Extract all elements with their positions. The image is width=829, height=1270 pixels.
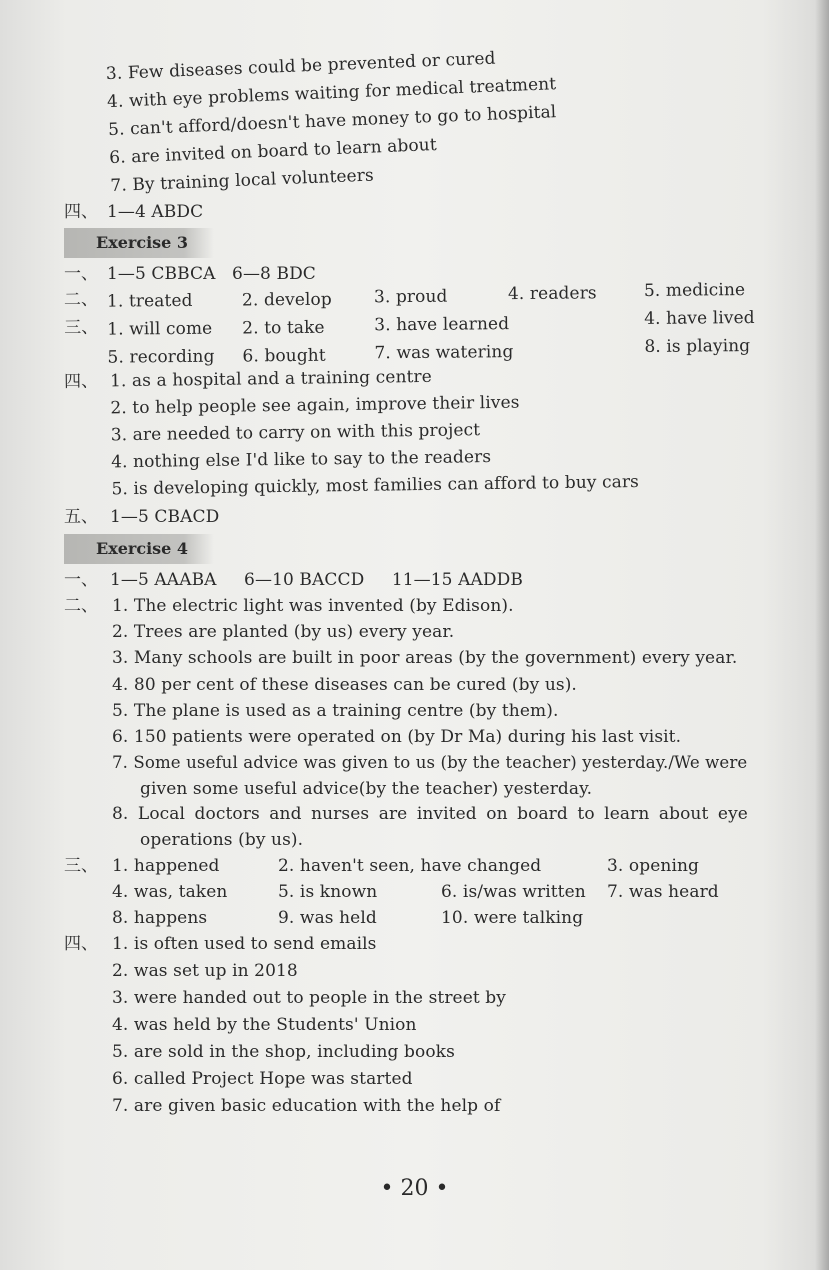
table-cell: 10. were talking: [441, 908, 584, 928]
table-cell: 2. to take: [242, 317, 325, 339]
list-item: 3. Few diseases could be prevented or cured: [105, 48, 496, 85]
list-item: 3. are needed to carry on with this project: [110, 420, 481, 446]
exercise-title: Exercise 3: [96, 233, 189, 252]
list-item: 5. are sold in the shop, including books: [112, 1042, 455, 1062]
list-item: 4. 80 per cent of these diseases can be cured (by us).: [112, 675, 577, 695]
part-label: 二、: [63, 289, 99, 310]
list-item: 5. can't afford/doesn't have money to go to hospital: [107, 102, 557, 141]
list-item: 1. The electric light was invented (by Edison).: [112, 596, 514, 616]
part-label: 三、: [64, 856, 98, 876]
table-cell: 1. treated: [106, 290, 193, 312]
list-item: 2. to help people see again, improve their lives: [110, 392, 520, 419]
list-item: 1. is often used to send emails: [112, 934, 377, 954]
table-cell: 5. is known: [278, 882, 378, 902]
table-cell: 6. bought: [242, 345, 326, 367]
table-cell: 4. have lived: [644, 307, 755, 329]
table-cell: 7. was watering: [374, 342, 514, 364]
table-cell: 7. was heard: [607, 882, 719, 902]
part-label: 二、: [64, 596, 98, 616]
list-item: 5. The plane is used as a training centre (by them).: [112, 701, 559, 721]
answer-line: 1—5 CBACD: [110, 507, 220, 527]
part-label: 四、: [64, 934, 98, 954]
answer-line: 1—4 ABDC: [107, 202, 204, 222]
list-item: 7. By training local volunteers: [110, 165, 375, 197]
table-cell: 5. medicine: [643, 280, 746, 301]
list-item: 2. Trees are planted (by us) every year.: [112, 622, 455, 642]
page-number: • 20 •: [380, 1176, 449, 1201]
part-label: 四、: [64, 202, 98, 222]
list-item: 4. nothing else I'd like to say to the readers: [111, 447, 492, 473]
part-label: 一、: [64, 570, 98, 590]
part-label: 一、: [64, 264, 98, 284]
table-cell: 2. develop: [241, 289, 332, 311]
list-item: 7. are given basic education with the help of: [112, 1096, 501, 1116]
exercise-4-banner: [64, 534, 214, 564]
part-label: 五、: [64, 507, 98, 527]
list-item: 6. called Project Hope was started: [112, 1069, 413, 1089]
list-item: 6. are invited on board to learn about: [108, 134, 438, 169]
answer-line: 1—5 CBBCA 6—8 BDC: [107, 264, 316, 284]
list-item: 4. with eye problems waiting for medical treatment: [106, 74, 557, 113]
list-item-continuation: given some useful advice(by the teacher) yesterday.: [140, 779, 593, 799]
list-item-continuation: operations (by us).: [140, 830, 304, 850]
list-item: 2. was set up in 2018: [112, 961, 298, 981]
part-label: 三、: [64, 317, 99, 338]
table-cell: 8. happens: [112, 908, 208, 928]
table-cell: 5. recording: [107, 346, 215, 368]
table-cell: 2. haven't seen, have changed: [278, 856, 542, 876]
list-item: 1. as a hospital and a training centre: [109, 366, 433, 392]
exercise3-part4: [0, 0, 829, 561]
list-item: 3. Many schools are built in poor areas (by the government) every year.: [112, 648, 738, 668]
list-item: 6. 150 patients were operated on (by Dr Ma) during his last visit.: [112, 727, 682, 747]
table-cell: 4. was, taken: [112, 882, 228, 902]
list-item: 3. were handed out to people in the street by: [112, 988, 506, 1008]
table-cell: 8. is playing: [644, 336, 751, 357]
part-label: 四、: [63, 371, 99, 392]
table-cell: 1. happened: [112, 856, 220, 876]
list-item: 7. Some useful advice was given to us (by the teacher) yesterday./We were: [112, 753, 748, 772]
table-cell: 9. was held: [278, 908, 377, 928]
list-item: 5. is developing quickly, most families can afford to buy cars: [111, 471, 640, 500]
table-cell: 3. have learned: [374, 314, 510, 336]
answer-line: 1—5 AAABA 6—10 BACCD 11—15 AADDB: [110, 570, 523, 590]
table-cell: 6. is/was written: [441, 882, 586, 902]
table-cell: 4. readers: [507, 283, 597, 305]
table-cell: 1. will come: [107, 318, 213, 340]
exercise-title: Exercise 4: [96, 539, 189, 558]
table-cell: 3. proud: [373, 286, 448, 308]
list-item: 4. was held by the Students' Union: [112, 1015, 417, 1035]
table-cell: 3. opening: [607, 856, 700, 876]
list-item: 8. Local doctors and nurses are invited on board to learn about eye: [112, 804, 748, 824]
